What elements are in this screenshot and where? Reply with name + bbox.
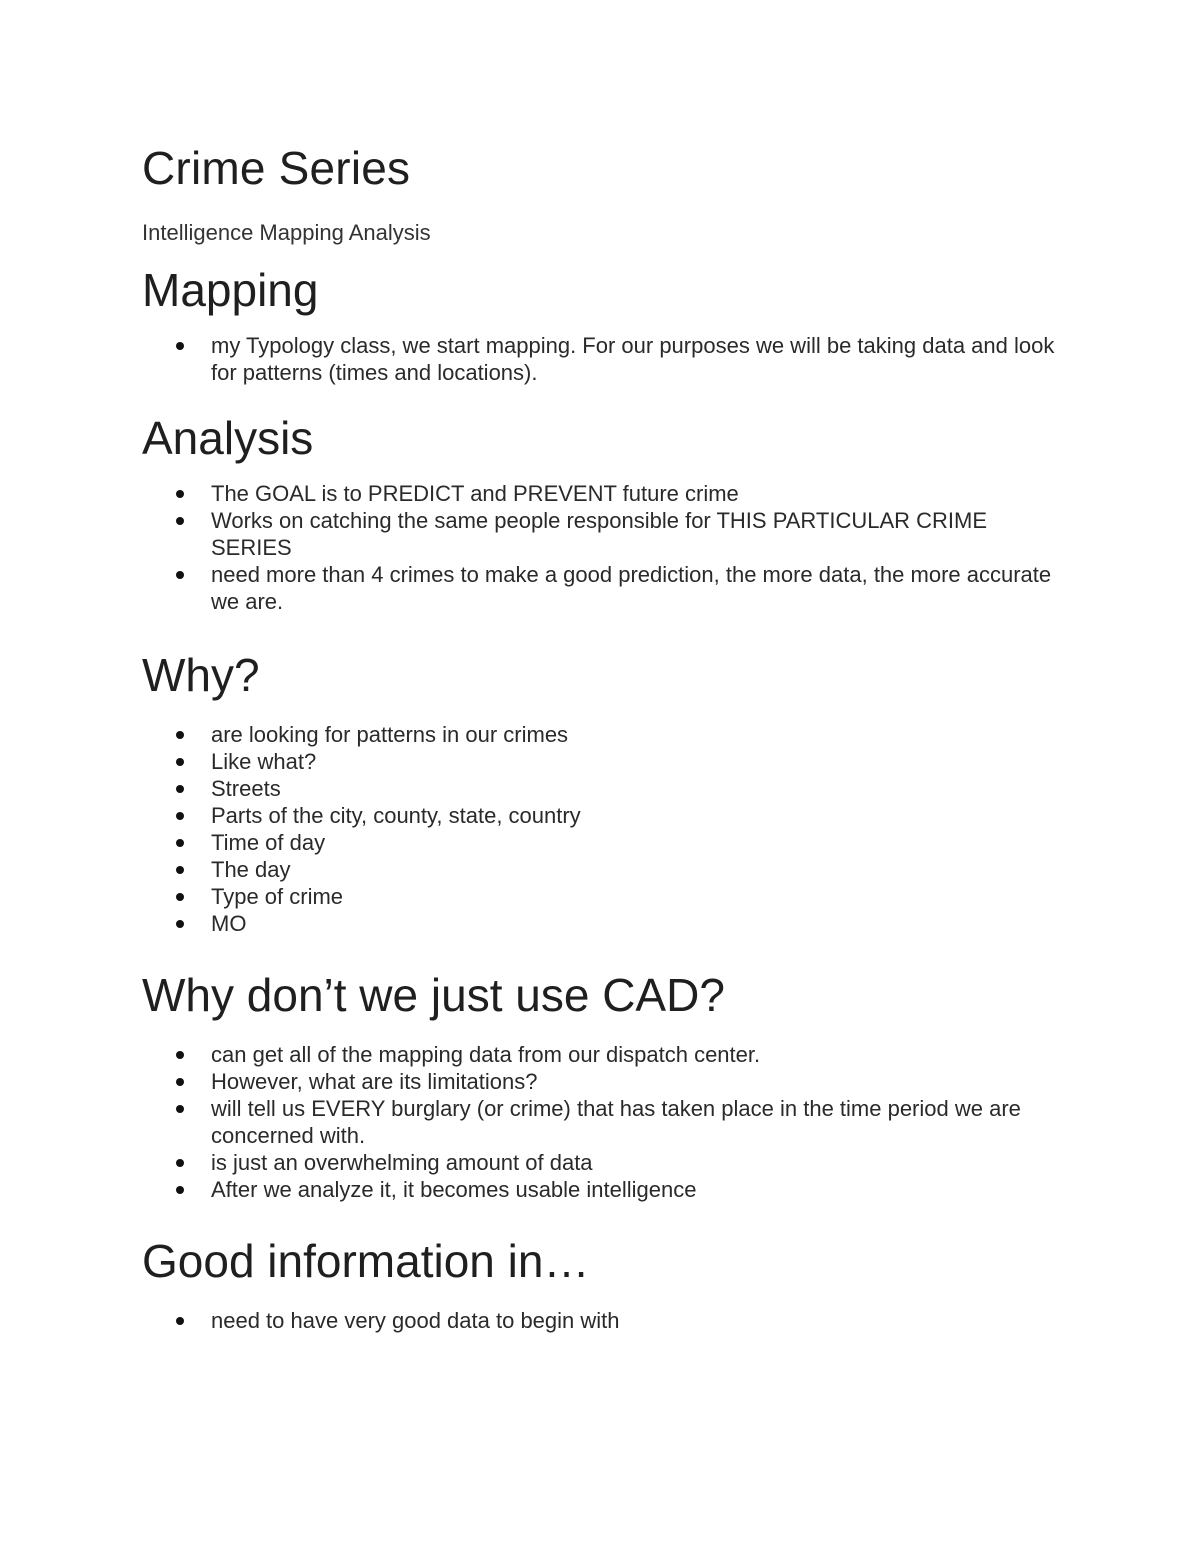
bullet-icon bbox=[176, 342, 184, 350]
bullet-icon bbox=[176, 920, 184, 928]
list-item bbox=[142, 883, 1062, 910]
bullet-icon bbox=[176, 758, 184, 766]
section-heading: Why? bbox=[142, 649, 260, 701]
bullet-icon bbox=[176, 1051, 184, 1059]
list-item bbox=[142, 775, 1062, 802]
list-item-text: need more than 4 crimes to make a good prediction, the more data, the more accurate we are. bbox=[211, 562, 1052, 614]
list-item-text: Time of day bbox=[211, 830, 326, 855]
list-item-text: MO bbox=[211, 911, 247, 936]
bullet-icon bbox=[176, 1186, 184, 1194]
list-item-text: will tell us EVERY burglary (or crime) that has taken place in the time period we are concerned with. bbox=[211, 1096, 1021, 1148]
document-title: Crime Series bbox=[142, 142, 411, 194]
section-heading: Analysis bbox=[142, 412, 314, 464]
bullet-icon bbox=[176, 1078, 184, 1086]
bullet-list bbox=[142, 1307, 1062, 1334]
list-item bbox=[142, 1176, 1062, 1203]
list-item bbox=[142, 721, 1062, 748]
section-why bbox=[142, 643, 1062, 937]
list-item-text: The day bbox=[211, 857, 291, 882]
list-item-text: are looking for patterns in our crimes bbox=[211, 722, 569, 747]
bullet-icon bbox=[176, 785, 184, 793]
list-item bbox=[142, 1307, 1062, 1334]
list-item bbox=[142, 1068, 1062, 1095]
bullet-icon bbox=[176, 1159, 184, 1167]
section-why-not-cad bbox=[142, 963, 1062, 1203]
list-item-text: Like what? bbox=[211, 749, 317, 774]
bullet-list bbox=[142, 1041, 1062, 1203]
list-item-text: After we analyze it, it becomes usable intelligence bbox=[211, 1177, 697, 1202]
list-item bbox=[142, 910, 1062, 937]
list-item-text: is just an overwhelming amount of data bbox=[211, 1150, 593, 1175]
bullet-icon bbox=[176, 1105, 184, 1113]
bullet-icon bbox=[176, 490, 184, 498]
bullet-icon bbox=[176, 1317, 184, 1325]
list-item bbox=[142, 507, 1062, 561]
list-item bbox=[142, 748, 1062, 775]
bullet-list bbox=[142, 332, 1062, 386]
list-item bbox=[142, 561, 1062, 615]
list-item-text: my Typology class, we start mapping. For our purposes we will be taking data and look for patterns (times and locations). bbox=[211, 333, 1055, 385]
list-item-text: can get all of the mapping data from our dispatch center. bbox=[211, 1042, 761, 1067]
document-subtitle: Intelligence Mapping Analysis bbox=[142, 220, 431, 245]
bullet-icon bbox=[176, 812, 184, 820]
list-item bbox=[142, 480, 1062, 507]
list-item-text: The GOAL is to PREDICT and PREVENT future crime bbox=[211, 481, 739, 506]
list-item-text: need to have very good data to begin with bbox=[211, 1308, 620, 1333]
section-mapping bbox=[142, 258, 1062, 386]
list-item-text: However, what are its limitations? bbox=[211, 1069, 538, 1094]
list-item-text: Type of crime bbox=[211, 884, 344, 909]
document-page bbox=[142, 136, 1062, 1334]
bullet-icon bbox=[176, 839, 184, 847]
section-heading: Good information in… bbox=[142, 1235, 590, 1287]
list-item bbox=[142, 332, 1062, 386]
section-good-information bbox=[142, 1229, 1062, 1334]
list-item-text: Streets bbox=[211, 776, 281, 801]
list-item bbox=[142, 802, 1062, 829]
list-item bbox=[142, 1149, 1062, 1176]
bullet-list bbox=[142, 480, 1062, 615]
section-analysis bbox=[142, 406, 1062, 615]
section-heading: Why don’t we just use CAD? bbox=[142, 969, 725, 1021]
list-item-text: Works on catching the same people responsible for THIS PARTICULAR CRIME SERIES bbox=[211, 508, 988, 560]
list-item bbox=[142, 1041, 1062, 1068]
bullet-icon bbox=[176, 731, 184, 739]
bullet-icon bbox=[176, 893, 184, 901]
bullet-icon bbox=[176, 866, 184, 874]
list-item bbox=[142, 829, 1062, 856]
bullet-icon bbox=[176, 571, 184, 579]
section-heading: Mapping bbox=[142, 264, 319, 316]
bullet-icon bbox=[176, 517, 184, 525]
list-item-text: Parts of the city, county, state, country bbox=[211, 803, 581, 828]
list-item bbox=[142, 856, 1062, 883]
list-item bbox=[142, 1095, 1062, 1149]
bullet-list bbox=[142, 721, 1062, 937]
